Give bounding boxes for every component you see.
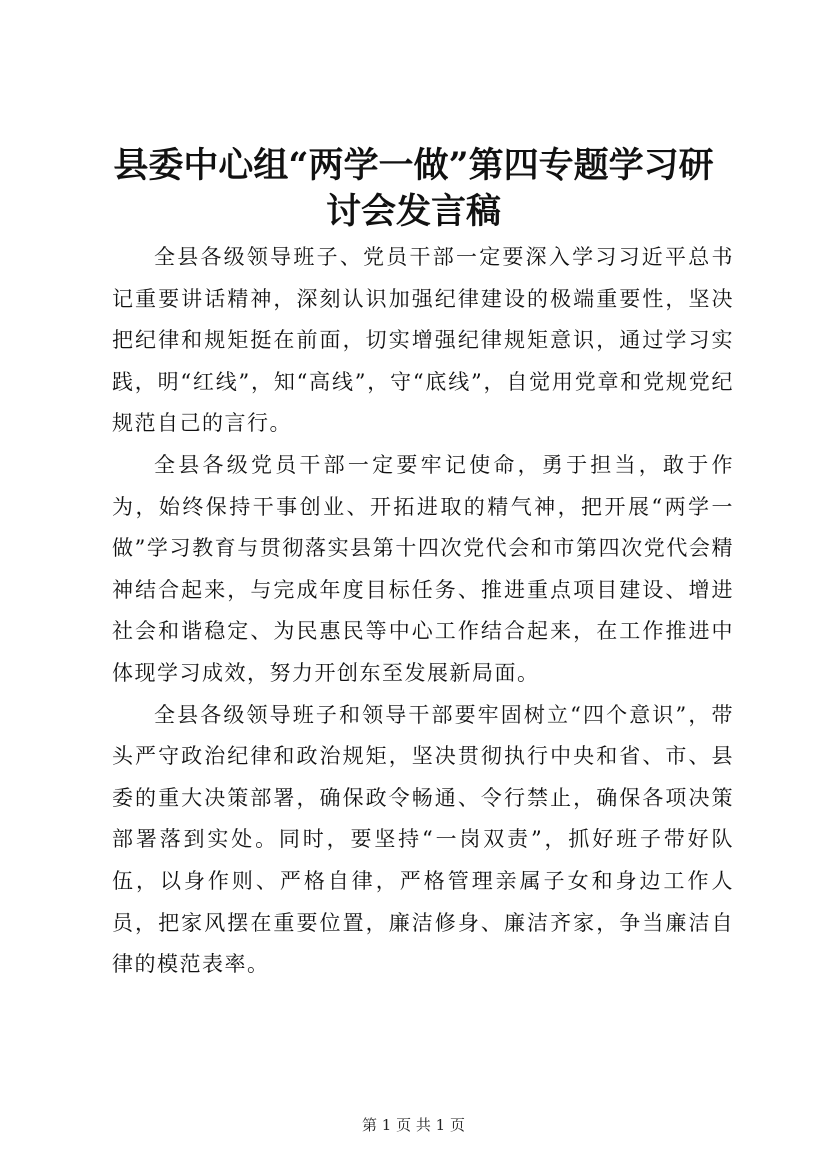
paragraph-1: 全县各级领导班子、党员干部一定要深入学习习近平总书记重要讲话精神，深刻认识加强纪律建设的极端重要性，坚决把纪律和规矩挺在前面，切实增强纪律规矩意识，通过学习实践，明“红线”，知“高线”，守“底线”，自觉用党章和党规党纪规范自己的言行。 [112,245,734,436]
paragraph-2: 全县各级党员干部一定要牢记使命，勇于担当，敢于作为，始终保持干事创业、开拓进取的精气神，把开展“两学一做”学习教育与贯彻落实县第十四次党代会和市第四次党代会精神结合起来，与完成年度目标任务、推进重点项目建设、增进社会和谐稳定、为民惠民等中心工作结合起来，在工作推进中体现学习成效，努力开创东至发展新局面。 [112,452,734,685]
page-number-footer: 第 1 页 共 1 页 [362,1116,465,1134]
paragraph-3: 全县各级领导班子和领导干部要牢固树立“四个意识”，带头严守政治纪律和政治规矩，坚决贯彻执行中央和省、市、县委的重大决策部署，确保政令畅通、令行禁止，确保各项决策部署落到实处。同时，要坚持“一岗双责”，抓好班子带好队伍，以身作则、严格自律，严格管理亲属子女和身边工作人员，把家风摆在重要位置，廉洁修身、廉洁齐家，争当廉洁自律的模范表率。 [112,702,734,977]
document-title: 县委中心组“两学一做”第四专题学习研讨会发言稿 [113,145,714,232]
document-body [112,237,734,986]
